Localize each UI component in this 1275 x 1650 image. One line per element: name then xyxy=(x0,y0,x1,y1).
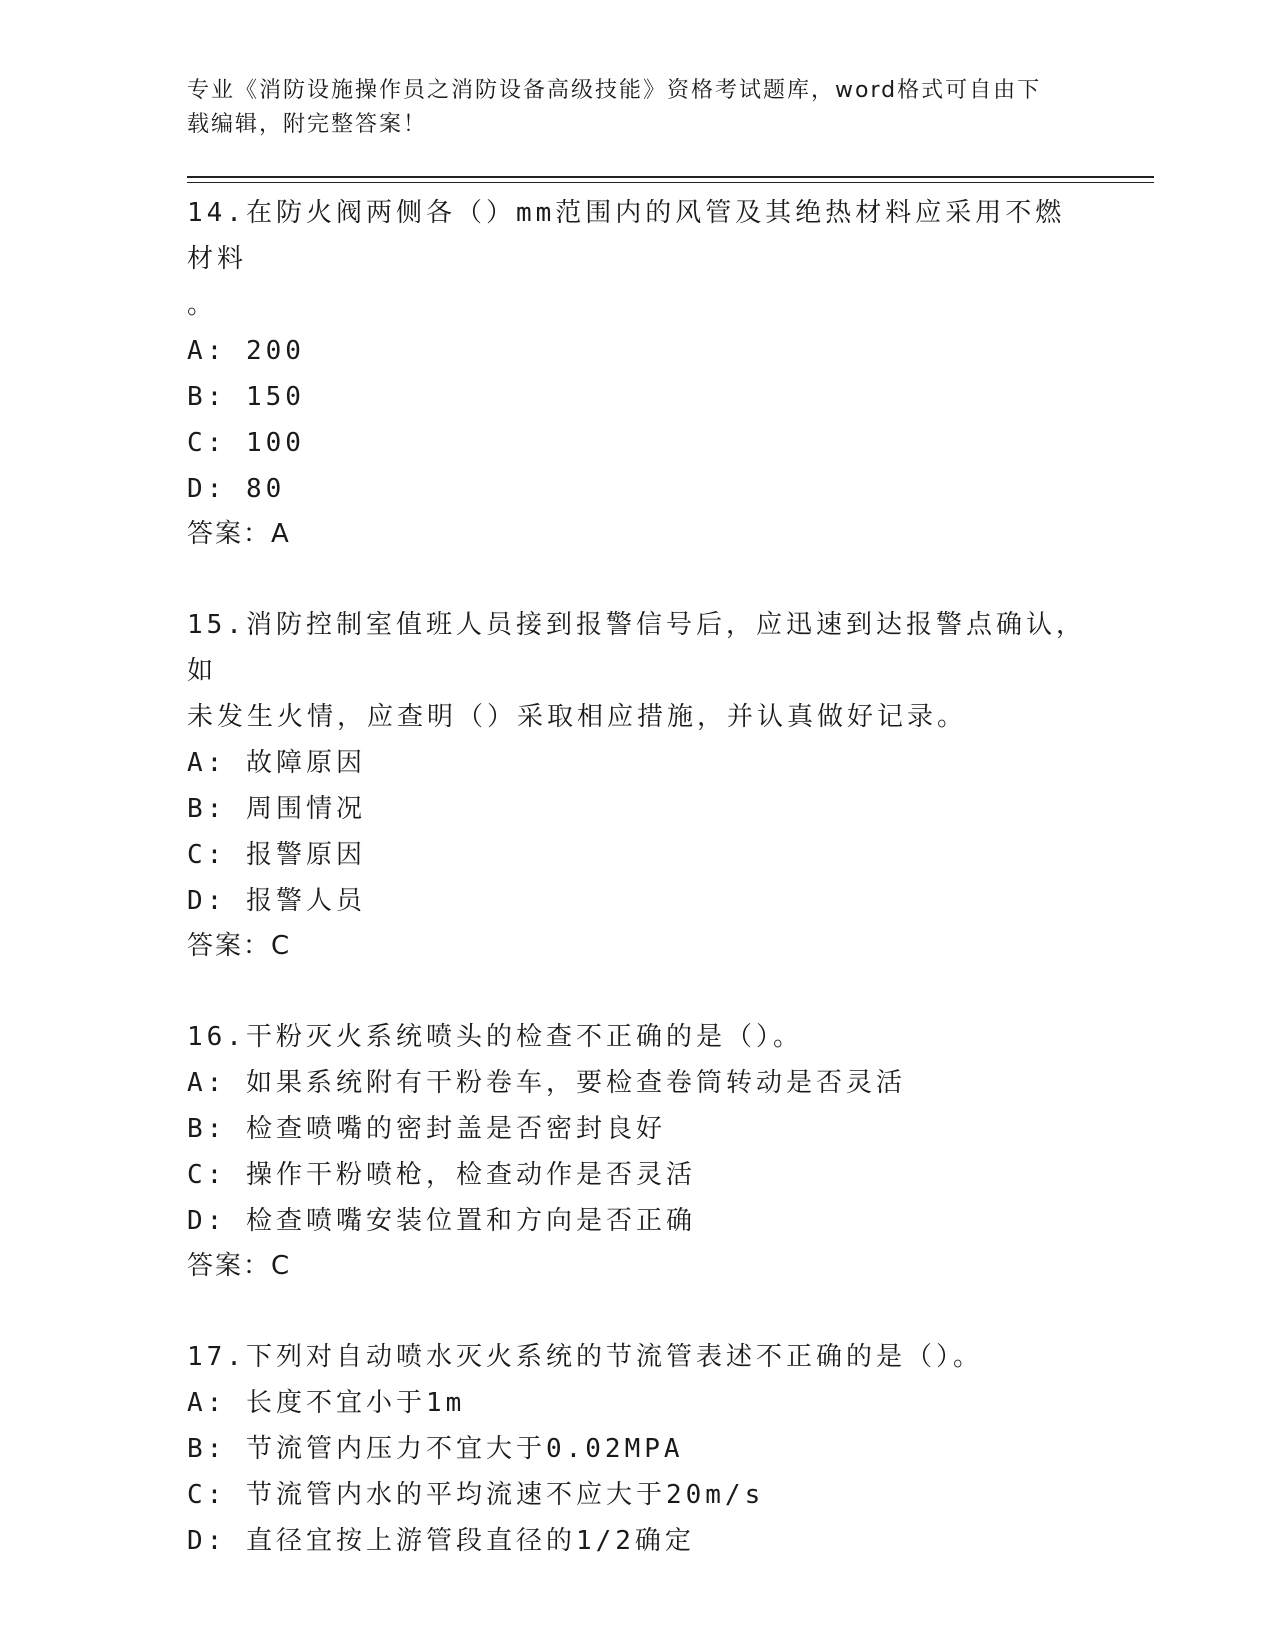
option-b: B: 节流管内压力不宜大于0.02MPA xyxy=(187,1434,684,1464)
question-stem: 16.干粉灭火系统喷头的检查不正确的是（）。 xyxy=(187,1022,803,1052)
option-a: A: 长度不宜小于1m xyxy=(187,1388,466,1418)
question-15 xyxy=(187,602,1087,968)
option-d: D: 报警人员 xyxy=(187,886,366,916)
document-header xyxy=(187,74,1087,142)
option-b: B: 检查喷嘴的密封盖是否密封良好 xyxy=(187,1114,666,1144)
option-d: D: 80 xyxy=(187,474,286,504)
option-b: B: 周围情况 xyxy=(187,794,366,824)
option-c: C: 报警原因 xyxy=(187,840,366,870)
header-divider-thick xyxy=(187,176,1154,178)
answer-line: 答案：C xyxy=(187,931,292,961)
option-b: B: 150 xyxy=(187,382,305,412)
question-14 xyxy=(187,190,1087,556)
option-c: C: 100 xyxy=(187,428,305,458)
question-stem: 14.在防火阀两侧各（）mm范围内的风管及其绝热材料应采用不燃材料 xyxy=(187,198,1066,274)
option-a: A: 故障原因 xyxy=(187,748,366,778)
question-16 xyxy=(187,1014,1087,1288)
option-c: C: 操作干粉喷枪，检查动作是否灵活 xyxy=(187,1160,696,1190)
header-line-1: 专业《消防设施操作员之消防设备高级技能》资格考试题库，word格式可自由下 xyxy=(187,78,1042,103)
answer-line: 答案：A xyxy=(187,519,291,549)
option-c: C: 节流管内水的平均流速不应大于20m/s xyxy=(187,1480,765,1510)
option-a: A: 如果系统附有干粉卷车，要检查卷筒转动是否灵活 xyxy=(187,1068,906,1098)
answer-line: 答案：C xyxy=(187,1251,292,1281)
header-divider-thin xyxy=(187,182,1154,183)
question-stem-continued: 。 xyxy=(187,290,218,320)
question-stem: 17.下列对自动喷水灭火系统的节流管表述不正确的是（）。 xyxy=(187,1342,983,1372)
header-line-2: 载编辑，附完整答案！ xyxy=(187,112,428,137)
question-stem-continued: 未发生火情，应查明（）采取相应措施，并认真做好记录。 xyxy=(187,702,968,732)
option-d: D: 检查喷嘴安装位置和方向是否正确 xyxy=(187,1206,696,1236)
question-list xyxy=(187,190,1087,1610)
question-17 xyxy=(187,1334,1087,1564)
option-a: A: 200 xyxy=(187,336,305,366)
question-stem: 15.消防控制室值班人员接到报警信号后，应迅速到达报警点确认，如 xyxy=(187,610,1086,686)
option-d: D: 直径宜按上游管段直径的1/2确定 xyxy=(187,1526,695,1556)
